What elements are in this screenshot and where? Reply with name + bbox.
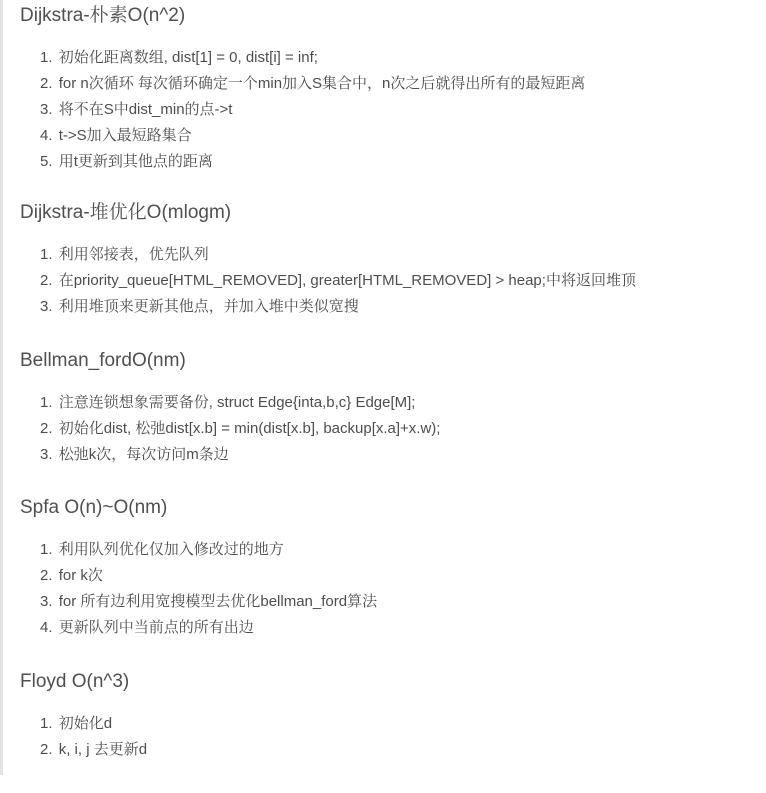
item-number: 1. — [40, 541, 53, 558]
step-list — [20, 390, 440, 468]
item-text: 初始化d — [58, 715, 113, 732]
item-number: 1. — [40, 715, 53, 732]
item-text: for n次循环 每次循环确定一个min加入S集合中，n次之后就得出所有的最短距离 — [58, 75, 586, 92]
section-title: Spfa O(n)~O(nm) — [20, 497, 168, 518]
list-item — [40, 149, 585, 175]
step-list — [20, 242, 636, 320]
item-text: 注意连锁想象需要备份, struct Edge{inta,b,c} Edge[M]; — [58, 394, 416, 411]
item-text: k, i, j 去更新d — [58, 741, 148, 758]
section-dijkstra-naive — [20, 1, 585, 175]
item-number: 1. — [40, 394, 53, 411]
item-number: 3. — [40, 593, 53, 610]
section-dijkstra-heap — [20, 198, 636, 320]
section-title: Bellman_fordO(nm) — [20, 350, 186, 371]
item-text: 在priority_queue[HTML_REMOVED], greater[HTML_REMOVED] > heap;中将返回堆顶 — [58, 272, 636, 289]
section-floyd — [20, 667, 147, 763]
item-text: for k次 — [58, 567, 103, 584]
list-item — [40, 268, 636, 294]
list-item — [40, 711, 147, 737]
section-title: Dijkstra-堆优化O(mlogm) — [20, 202, 232, 223]
item-number: 2. — [40, 741, 53, 758]
item-number: 2. — [40, 272, 53, 289]
step-list — [20, 711, 147, 763]
item-number: 3. — [40, 446, 53, 463]
item-number: 4. — [40, 127, 53, 144]
list-item — [40, 97, 585, 123]
item-number: 1. — [40, 49, 53, 66]
list-item — [40, 737, 147, 763]
left-border-rule — [0, 0, 3, 775]
list-item — [40, 45, 585, 71]
item-number: 3. — [40, 298, 53, 315]
item-number: 5. — [40, 153, 53, 170]
list-item — [40, 537, 377, 563]
list-item — [40, 294, 636, 320]
item-number: 1. — [40, 246, 53, 263]
item-text: 利用邻接表，优先队列 — [58, 246, 209, 263]
section-title: Floyd O(n^3) — [20, 671, 130, 692]
list-item — [40, 71, 585, 97]
item-text: 初始化dist, 松弛dist[x.b] = min(dist[x.b], backup[x.a]+x.w); — [58, 420, 441, 437]
item-number: 3. — [40, 101, 53, 118]
item-number: 2. — [40, 420, 53, 437]
item-text: 松弛k次，每次访问m条边 — [58, 446, 229, 463]
section-bellman-ford — [20, 346, 440, 468]
item-number: 2. — [40, 567, 53, 584]
item-number: 2. — [40, 75, 53, 92]
item-text: for 所有边利用宽搜模型去优化bellman_ford算法 — [58, 593, 378, 610]
list-item — [40, 442, 440, 468]
list-item — [40, 615, 377, 641]
list-item — [40, 242, 636, 268]
section-title: Dijkstra-朴素O(n^2) — [20, 5, 186, 26]
step-list — [20, 537, 377, 641]
list-item — [40, 416, 440, 442]
item-text: 初始化距离数组, dist[1] = 0, dist[i] = inf; — [58, 49, 318, 66]
step-list — [20, 45, 585, 175]
item-text: 将不在S中dist_min的点->t — [58, 101, 233, 118]
item-text: 更新队列中当前点的所有出边 — [58, 619, 254, 636]
list-item — [40, 390, 440, 416]
list-item — [40, 563, 377, 589]
item-number: 4. — [40, 619, 53, 636]
item-text: t->S加入最短路集合 — [58, 127, 192, 144]
list-item — [40, 123, 585, 149]
item-text: 利用队列优化仅加入修改过的地方 — [58, 541, 284, 558]
item-text: 用t更新到其他点的距离 — [58, 153, 213, 170]
item-text: 利用堆顶来更新其他点，并加入堆中类似宽搜 — [58, 298, 359, 315]
list-item — [40, 589, 377, 615]
section-spfa — [20, 493, 377, 641]
